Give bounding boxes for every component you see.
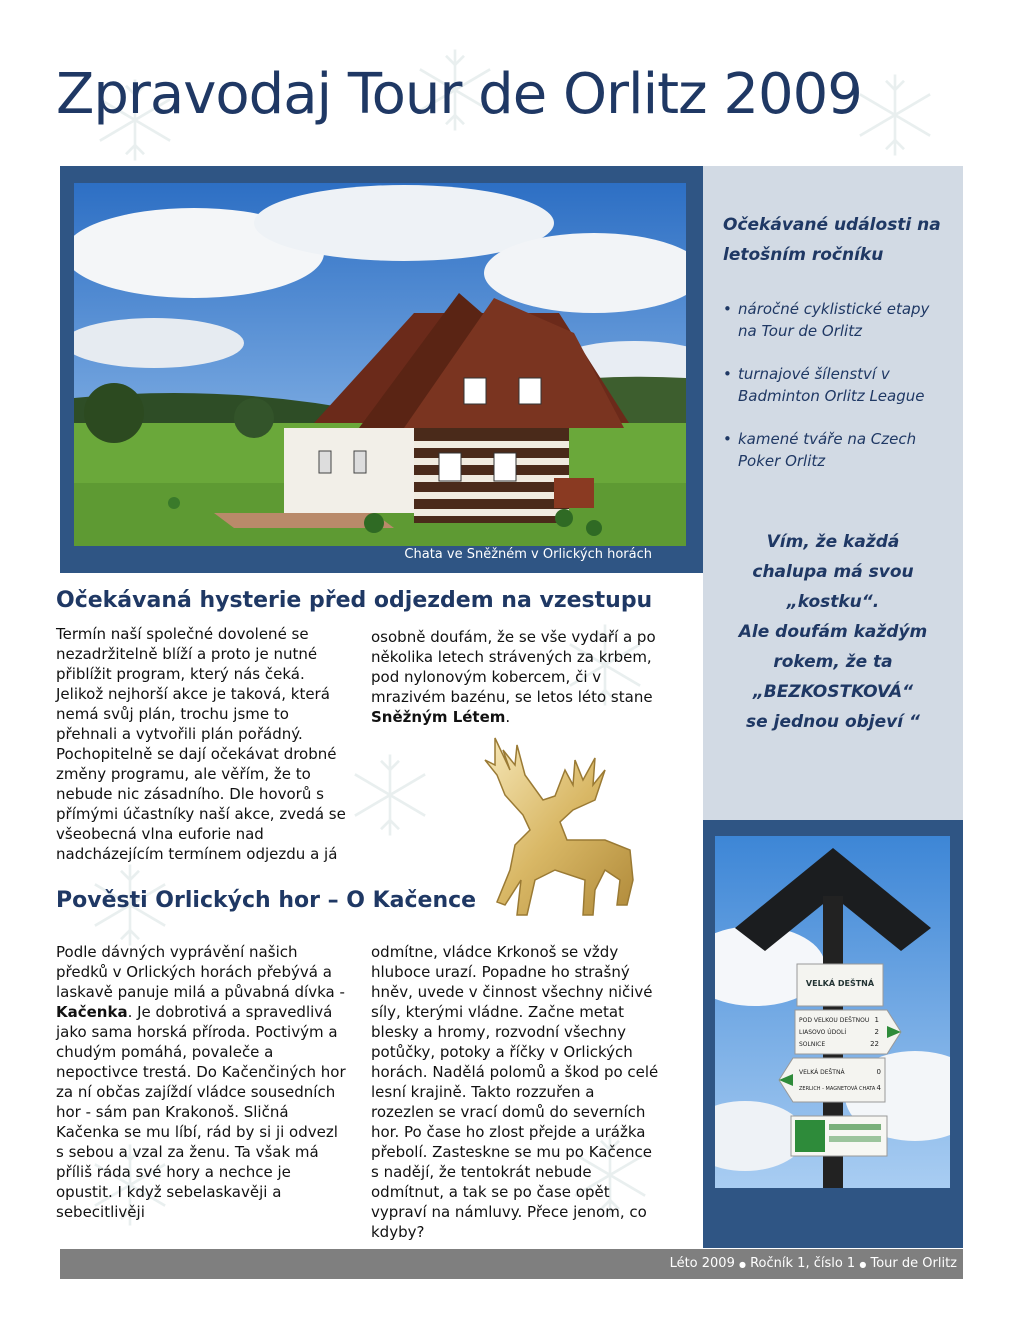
svg-text:2: 2 xyxy=(874,1028,879,1036)
svg-text:1: 1 xyxy=(874,1016,879,1024)
svg-text:VELKÁ DEŠTNÁ: VELKÁ DEŠTNÁ xyxy=(799,1069,845,1076)
bullet-icon: ● xyxy=(859,1260,867,1269)
article1-column-2: osobně doufám, že se vše vydaří a po několika letech strávených za krbem, pod nylonovým kobercem, či v mrazivém bazénu, se letos léto stane Sněžným Létem. xyxy=(371,628,656,726)
svg-text:POD VELKOU DEŠTNOU: POD VELKOU DEŠTNOU xyxy=(799,1017,870,1024)
article1-column-1: Termín naší společné dovolené se nezadržitelně blíží a proto je nutné přiblížit program, který nás čeká. Jelikož nejhorší akce je taková, která nemá svůj plán, trochu jsme to přehnali a vytvořili plán pořádný. Pochopitelně se dají očekávat drobné změny programu, ale věřím, že to nebude nic zásadního. Dle hovorů s přímými účastníky naší akce, zvedá se všeobecná vlna euforie nad nadcházejícím termínem odjezdu a já xyxy=(56,625,346,863)
bullet-icon: • xyxy=(723,300,732,318)
article2-column-1: Podle dávných vyprávění našich předků v Orlických horách přebývá a laskavě panuje milá a půvabná dívka - Kačenka. Je dobrotivá a spravedlivá jako sama horská příroda. Poctivým a chudým pomáhá, povaleče a nepoctivce trestá. Do Kačenčiných hor za ní občas zajíždí vládce sousedních hor - sám pan Krakonoš. Sličná Kačenka se mu líbí, rád by si ji odvezl s sebou a vzal za ženu. Ta však má příliš ráda své hory a nechce je opustit. I když sebelaskavěji a sebecitlivěji xyxy=(56,943,346,1221)
svg-text:0: 0 xyxy=(876,1068,881,1076)
page-title: Zpravodaj Tour de Orlitz 2009 xyxy=(56,62,862,127)
article1-heading: Očekávaná hysterie před odjezdem na vzestupu xyxy=(56,588,653,613)
cottage-photo xyxy=(74,183,686,546)
bullet-icon: • xyxy=(723,430,732,448)
golden-deer-illustration xyxy=(455,730,655,930)
bullet-icon: ● xyxy=(738,1260,746,1269)
footer-text: Léto 2009 ● Ročník 1, číslo 1 ● Tour de Orlitz xyxy=(669,1256,957,1271)
svg-text:4: 4 xyxy=(876,1084,881,1092)
sidebar-quote: Vím, že každá chalupa má svou „kostku“. Ale doufám každým rokem, že ta „BEZKOSTKOVÁ“ se jednou objeví “ xyxy=(738,532,928,732)
signpost-photo xyxy=(715,836,950,1188)
snowflake-decoration xyxy=(850,70,940,160)
bullet-icon: • xyxy=(723,365,732,383)
photo-caption: Chata ve Sněžném v Orlických horách xyxy=(404,547,652,562)
sign-top-label: VELKÁ DEŠTNÁ xyxy=(805,979,875,988)
snowflake-decoration xyxy=(345,750,435,840)
article2-heading: Pověsti Orlických hor – O Kačence xyxy=(56,888,477,913)
svg-text:LIASOVO ÚDOLÍ: LIASOVO ÚDOLÍ xyxy=(799,1029,847,1036)
svg-text:22: 22 xyxy=(870,1040,879,1048)
sidebar-heading: Očekávané události na letošním ročníku xyxy=(723,215,941,265)
article2-column-2: odmítne, vládce Krkonoš se vždy hluboce urazí. Popadne ho strašný hněv, uvede v činnost všechny ničivé síly, kterými vládne. Začne metat blesky a hromy, rozvodní všechny potůčky, potoky a říčky v Orlických horách. Nadělá polomů a škod po celé lesní krajině. Takto rozzuřen a rozezlen se vrací domů do severních hor. Po čase ho zlost přejde a urážka přebolí. Zasteskne se mu po Kačence s nadějí, že tentokrát nebude odmítnut, a tak se po čase opět vypraví na námluvy. Přece jenom, co kdyby? xyxy=(371,943,659,1241)
svg-text:SOLNICE: SOLNICE xyxy=(799,1041,826,1048)
svg-text:ZERLICH - MAGNETOVÁ CHATA: ZERLICH - MAGNETOVÁ CHATA xyxy=(799,1086,876,1092)
